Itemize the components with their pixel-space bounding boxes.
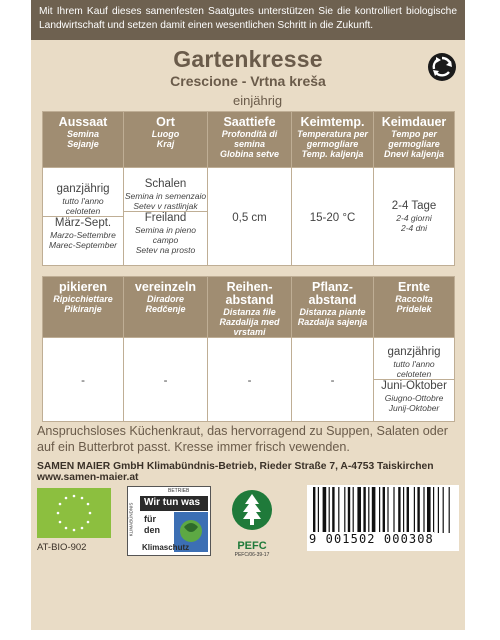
title-block [31,46,465,90]
climate-alliance-logo [127,486,211,556]
company-address: SAMEN MAIER GmbH Klimabündnis-Betrieb, Rieder Straße 7, A-4753 Taiskirchen [37,461,434,472]
cell-vereinzeln: - [124,338,208,422]
barcode-bar [344,487,345,533]
header-vereinzeln: vereinzeln Diradore Redčenje [124,277,208,338]
pefc-code: PEFC/06-39-17 [234,552,270,558]
barcode-bar [433,487,434,533]
cell-pflanzabstand: - [292,338,374,422]
bio-control-code: AT-BIO-902 [37,542,87,553]
lifecycle-label: einjährig [233,93,283,108]
sowing-table-header [43,112,455,168]
header-pflanzabstand: Pflanz-abstand Distanza piante Razdalja sajenja [292,277,374,338]
barcode-bar [348,487,350,533]
barcode-bar [313,487,315,533]
product-description: Anspruchsloses Küchenkraut, das hervorragend zu Suppen, Salaten oder auf ein Butterbrot passt. Kresse immer frisch vewenden. [37,424,448,454]
climate-logo-side: KLIMABÜNDNIS [128,502,134,537]
sowing-table [42,111,455,266]
barcode-bar [423,487,424,533]
barcode-bar [329,487,330,533]
pefc-logo [227,486,277,558]
climate-logo-the: den [144,525,161,535]
barcode-bar [379,487,380,533]
barcode-bar [443,487,444,533]
barcode-bar [353,487,354,533]
cell-keimdauer: 2-4 Tage 2-4 giorni 2-4 dni [374,168,455,266]
barcode-bar [417,487,419,533]
barcode-bar [387,487,388,533]
climate-logo-for: für [144,514,156,524]
product-title: Gartenkresse [173,46,323,72]
header-aussaat: Aussaat Semina Sejanje [43,112,124,168]
barcode-bar [318,487,319,533]
barcode-bar [363,487,365,533]
seed-packet-back [31,0,465,630]
barcode-bar [427,487,431,533]
product-subtitle: Crescione - Vrtna kreša [170,73,326,89]
eu-organic-logo [37,488,111,538]
barcode-bar [338,487,339,533]
recycle-icon [427,52,457,82]
barcode-bar [357,487,361,533]
barcode-bar [449,487,450,533]
company-website[interactable]: www.samen-maier.at [37,472,139,483]
barcode-bar [368,487,369,533]
pefc-tree-icon [227,486,277,536]
cell-reihenabstand: - [208,338,292,422]
header-saattiefe: Saattiefe Profondità di semina Globina setve [208,112,292,168]
climate-logo-top: BETRIEB [168,488,190,494]
barcode-bar [398,487,400,533]
barcode-bar [332,487,334,533]
barcode-bar [323,487,327,533]
cell-aussaat: ganzjährig tutto l'anno celoteten März-Sept. Marzo-Settembre Marec-September [43,168,124,266]
cell-keimtemp: 15-20 °C [292,168,374,266]
pefc-label: PEFC [237,540,267,552]
header-ernte: Ernte Raccolta Pridelek [374,277,455,338]
climate-logo-main: Wir tun was [144,497,201,508]
header-ort: Ort Luogo Kraj [124,112,208,168]
barcode-bar [393,487,394,533]
barcode-bar [414,487,415,533]
organic-banner: Mit Ihrem Kauf dieses samenfesten Saatgutes unterstützen Sie die kontrolliert biologische Landwirtschaft und setzen damit einen wesentlichen Schritt in die Zukunft. [31,0,465,40]
cell-saattiefe: 0,5 cm [208,168,292,266]
barcode-bar [383,487,385,533]
barcode-bar [407,487,409,533]
header-reihenabstand: Reihen-abstand Distanza file Razdalija med vrstami [208,277,292,338]
care-table-row [43,338,455,422]
cell-ernte: ganzjährig tutto l'anno celoteten Juni-Oktober Giugno-Ottobre Junij-Oktober [374,338,455,422]
care-table [42,276,455,422]
barcode-bar [403,487,404,533]
cell-pikieren: - [43,338,124,422]
care-table-header [43,277,455,338]
barcode-digits: 9 001502 000308 [309,532,434,546]
cell-ort: Schalen Semina in semenzaio Setev v rastlinjak Freiland Semina in pieno campo Setev na prosto [124,168,208,266]
header-keimtemp: Keimtemp. Temperatura per germogliare Temp. kaljenja [292,112,374,168]
barcode-bar [372,487,376,533]
barcode-bar [438,487,439,533]
sowing-table-row [43,168,455,266]
header-keimdauer: Keimdauer Tempo per germogliare Dnevi kaljenja [374,112,455,168]
climate-logo-protection: Klimaschutz [142,543,190,552]
header-pikieren: pikieren Ripicchiettare Pikiranje [43,277,124,338]
